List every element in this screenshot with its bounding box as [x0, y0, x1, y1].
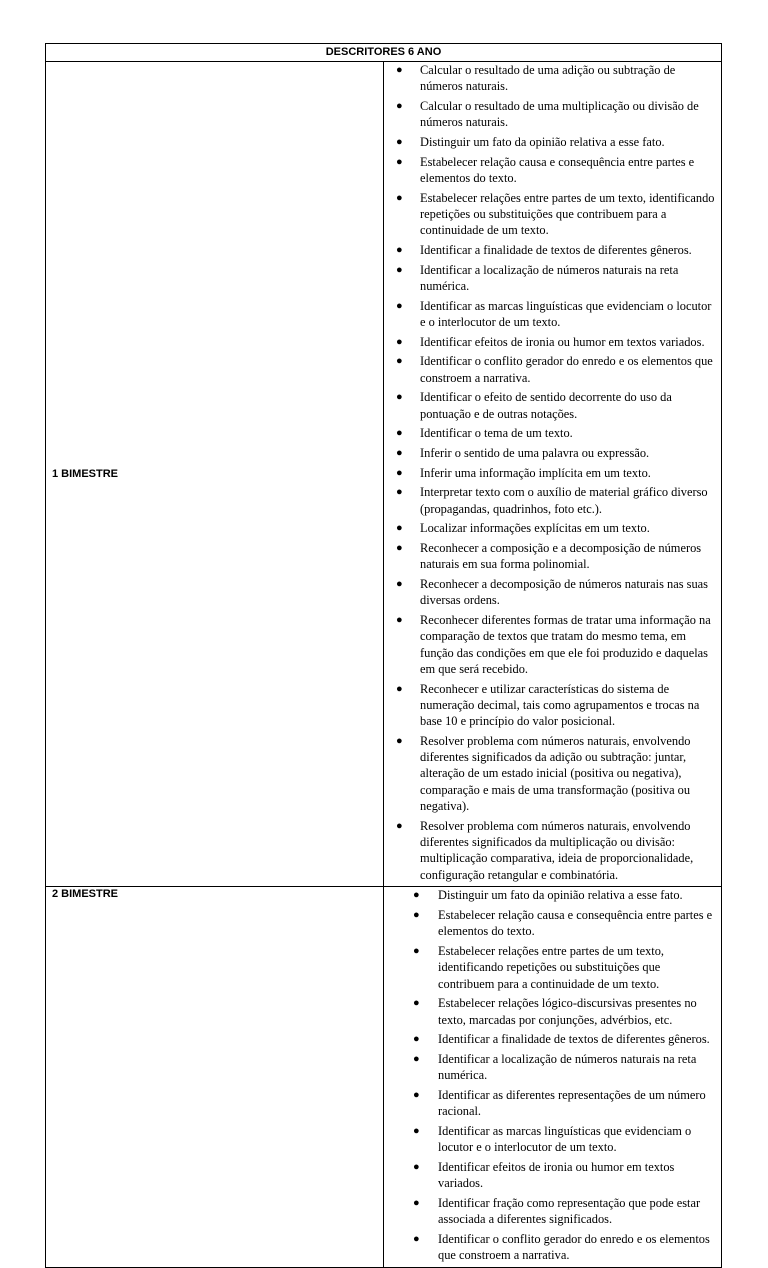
- bullet-icon: ●: [396, 541, 403, 554]
- list-item: [384, 389, 721, 425]
- list-item-text: Identificar a finalidade de textos de diferentes gêneros.: [420, 242, 692, 257]
- list-item-text: Identificar o efeito de sentido decorrente do uso da pontuação e de outras notações.: [420, 390, 672, 421]
- list-item: [384, 1123, 721, 1159]
- list-item-text: Identificar efeitos de ironia ou humor em textos variados.: [438, 1159, 675, 1191]
- list-item-text: Calcular o resultado de uma adição ou subtração de números naturais.: [420, 63, 676, 94]
- bullet-icon: ●: [396, 299, 403, 312]
- list-item-text: Estabelecer relação causa e consequência entre partes e elementos do texto.: [420, 154, 695, 185]
- bullet-icon: ●: [396, 191, 403, 204]
- list-item: [384, 943, 721, 995]
- bullet-icon: ●: [396, 99, 403, 112]
- list-item: [384, 995, 721, 1031]
- list-item: [384, 98, 721, 134]
- bullet-icon: ●: [396, 135, 403, 148]
- list-item: [384, 733, 721, 818]
- bullet-icon: ●: [396, 391, 403, 404]
- bullet-icon: ●: [396, 486, 403, 499]
- section-items-cell-1: [384, 62, 722, 887]
- bullet-icon: ●: [396, 466, 403, 479]
- list-item-text: Identificar o conflito gerador do enredo e os elementos que constroem a narrativa.: [438, 1231, 710, 1263]
- bullet-icon: ●: [396, 522, 403, 535]
- list-item: [384, 484, 721, 520]
- section-items-cell-2: [384, 887, 722, 1268]
- list-item-text: Identificar as marcas linguísticas que evidenciam o locutor e o interlocutor de um texto.: [438, 1123, 692, 1155]
- bullet-icon: ●: [396, 577, 403, 590]
- list-item: [384, 190, 721, 242]
- bullet-icon: ●: [413, 1033, 420, 1046]
- list-item-text: Identificar as marcas linguísticas que evidenciam o locutor e o interlocutor de um texto.: [420, 298, 712, 329]
- bullet-icon: ●: [413, 889, 420, 902]
- list-item: [384, 353, 721, 389]
- list-item-text: Estabelecer relações entre partes de um texto, identificando repetições ou substituições que contribuem para a continuidade de um texto.: [420, 190, 715, 238]
- list-item: [384, 242, 721, 262]
- list-item: [384, 425, 721, 445]
- list-item: [384, 262, 721, 298]
- list-item: [384, 298, 721, 334]
- list-item-text: Reconhecer a decomposição de números naturais nas suas diversas ordens.: [420, 576, 708, 608]
- list-item: [384, 445, 721, 465]
- bullet-icon: ●: [413, 944, 420, 957]
- descriptor-list-1: [384, 62, 721, 886]
- list-item: [384, 134, 721, 154]
- list-item: [384, 465, 721, 485]
- list-item: [384, 1231, 721, 1267]
- bullet-icon: ●: [396, 682, 403, 695]
- list-item-text: Inferir o sentido de uma palavra ou expressão.: [420, 445, 650, 460]
- list-item-text: Estabelecer relação causa e consequência entre partes e elementos do texto.: [438, 907, 713, 939]
- list-item-text: Identificar a finalidade de textos de diferentes gêneros.: [438, 1032, 710, 1047]
- descriptor-list-2: [384, 887, 721, 1267]
- bullet-icon: ●: [396, 355, 403, 368]
- list-item: [384, 1195, 721, 1231]
- list-item: [384, 1051, 721, 1087]
- list-item-text: Interpretar texto com o auxílio de material gráfico diverso (propagandas, quadrinhos, foto etc.).: [420, 485, 708, 516]
- bullet-icon: ●: [396, 64, 403, 76]
- bullet-icon: ●: [413, 908, 420, 921]
- bullet-icon: ●: [396, 734, 403, 747]
- section-label-1: 1 BIMESTRE: [46, 62, 384, 887]
- bullet-icon: ●: [413, 1160, 420, 1173]
- list-item: [384, 576, 721, 612]
- list-item: [384, 334, 721, 354]
- table-title: DESCRITORES 6 ANO: [46, 44, 722, 62]
- list-item: [384, 612, 721, 681]
- list-item: [384, 681, 721, 733]
- bullet-icon: ●: [396, 819, 403, 832]
- section-label-2: 2 BIMESTRE: [46, 887, 384, 1268]
- bullet-icon: ●: [396, 427, 403, 440]
- bullet-icon: ●: [396, 446, 403, 459]
- list-item-text: Distinguir um fato da opinião relativa a esse fato.: [438, 888, 683, 903]
- bullet-icon: ●: [396, 263, 403, 276]
- list-item: [384, 907, 721, 943]
- list-item-text: Identificar a localização de números naturais na reta numérica.: [420, 262, 679, 293]
- list-item-text: Estabelecer relações entre partes de um texto, identificando repetições ou substituições que contribuem para a continuidade de um texto.: [438, 943, 665, 991]
- list-item-text: Distinguir um fato da opinião relativa a esse fato.: [420, 134, 665, 149]
- list-item-text: Identificar o conflito gerador do enredo e os elementos que constroem a narrativa.: [420, 354, 713, 385]
- list-item-text: Identificar a localização de números naturais na reta numérica.: [438, 1051, 697, 1083]
- bullet-icon: ●: [413, 1196, 420, 1209]
- bullet-icon: ●: [396, 335, 403, 348]
- section-row-1: [46, 62, 722, 887]
- list-item-text: Identificar as diferentes representações de um número racional.: [438, 1087, 706, 1119]
- list-item: [384, 818, 721, 887]
- bullet-icon: ●: [396, 155, 403, 168]
- descriptors-table: [45, 43, 722, 1268]
- list-item-text: Identificar efeitos de ironia ou humor em textos variados.: [420, 334, 705, 349]
- list-item: [384, 62, 721, 98]
- section-row-2: [46, 887, 722, 1268]
- list-item-text: Reconhecer diferentes formas de tratar uma informação na comparação de textos que tratam do mesmo tema, em função das condições em que ele foi produzido e daquelas em que será recebido.: [420, 612, 711, 676]
- list-item-text: Identificar fração como representação que pode estar associada a diferentes significados.: [438, 1195, 701, 1227]
- list-item: [384, 1031, 721, 1051]
- list-item-text: Reconhecer a composição e a decomposição de números naturais em sua forma polinomial.: [420, 540, 702, 572]
- list-item: [384, 154, 721, 190]
- list-item: [384, 887, 721, 907]
- bullet-icon: ●: [413, 1124, 420, 1137]
- list-item: [384, 540, 721, 576]
- list-item-text: Calcular o resultado de uma multiplicação ou divisão de números naturais.: [420, 98, 699, 130]
- list-item: [384, 1159, 721, 1195]
- list-item-text: Reconhecer e utilizar características do sistema de numeração decimal, tais como agrupamentos e trocas na base 10 e princípio do valor posicional.: [420, 681, 700, 729]
- list-item-text: Localizar informações explícitas em um texto.: [420, 521, 650, 536]
- list-item-text: Resolver problema com números naturais, envolvendo diferentes significados da multiplicação ou divisão: multiplicação comparativa, ideia de proporcionalidade, configuração retangular e combinatória.: [420, 818, 694, 882]
- list-item-text: Resolver problema com números naturais, envolvendo diferentes significados da adição ou subtração: juntar, alteração de um estado inicial (positiva ou negativa), comparação e mais de uma transformação (positiva ou negativa).: [420, 733, 691, 813]
- list-item-text: Estabelecer relações lógico-discursivas presentes no texto, marcadas por conjunções, advérbios, etc.: [438, 996, 697, 1027]
- bullet-icon: ●: [413, 1052, 420, 1065]
- list-item-text: Inferir uma informação implícita em um texto.: [420, 465, 651, 480]
- bullet-icon: ●: [413, 997, 420, 1010]
- bullet-icon: ●: [413, 1088, 420, 1101]
- bullet-icon: ●: [413, 1232, 420, 1245]
- list-item: [384, 1087, 721, 1123]
- bullet-icon: ●: [396, 243, 403, 256]
- title-row: [46, 44, 722, 62]
- list-item-text: Identificar o tema de um texto.: [420, 426, 573, 441]
- list-item: [384, 520, 721, 540]
- bullet-icon: ●: [396, 613, 403, 626]
